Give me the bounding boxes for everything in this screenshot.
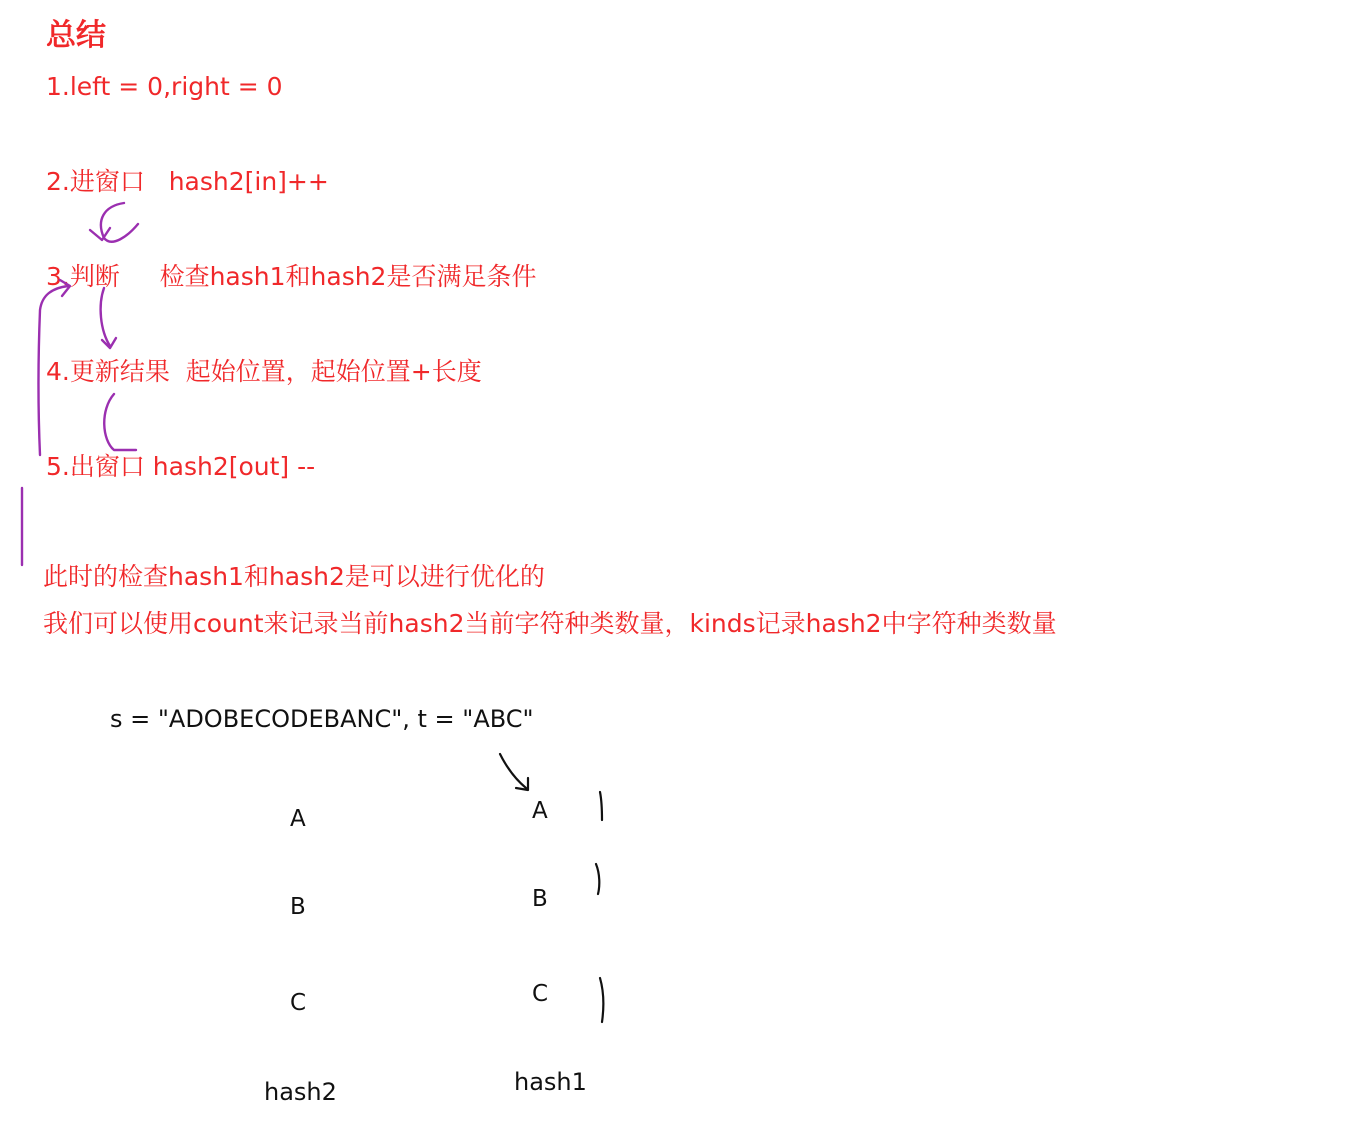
hash2-letter-b: B <box>290 894 306 920</box>
flow-arrow-4-to-5 <box>104 394 136 450</box>
optimization-note: 此时的检查hash1和hash2是可以进行优化的 <box>43 562 545 591</box>
hash2-caption: hash2 <box>264 1078 337 1106</box>
step-1: 1.left = 0,right = 0 <box>46 72 283 101</box>
hash2-letter-c: C <box>290 990 307 1016</box>
summary-title: 总结 <box>46 18 106 53</box>
hash1-count-mark-c <box>600 978 603 1022</box>
step-5: 5.出窗口 hash2[out] -- <box>46 452 316 481</box>
hash1-letter-b: B <box>532 886 548 912</box>
flow-arrow-3-to-4 <box>101 288 110 346</box>
step-3: 3.判断 检查hash1和hash2是否满足条件 <box>46 262 537 291</box>
hash1-count-mark-a <box>600 792 602 820</box>
hash1-caption: hash1 <box>514 1068 587 1096</box>
example-input: s = "ADOBECODEBANC", t = "ABC" <box>110 705 534 733</box>
count-kinds-note: 我们可以使用count来记录当前hash2当前字符种类数量，kinds记录hash2中字符种类数量 <box>43 609 1057 638</box>
t-to-hash1-arrow <box>500 754 526 788</box>
hash1-count-mark-b <box>596 864 599 894</box>
flow-arrow-2-to-3 <box>101 203 138 242</box>
hash2-letter-a: A <box>290 806 306 832</box>
step-4: 4.更新结果 起始位置，起始位置+长度 <box>46 357 482 386</box>
step-2: 2.进窗口 hash2[in]++ <box>46 167 329 196</box>
hash1-letter-c: C <box>532 981 549 1007</box>
hash1-letter-a: A <box>532 798 548 824</box>
